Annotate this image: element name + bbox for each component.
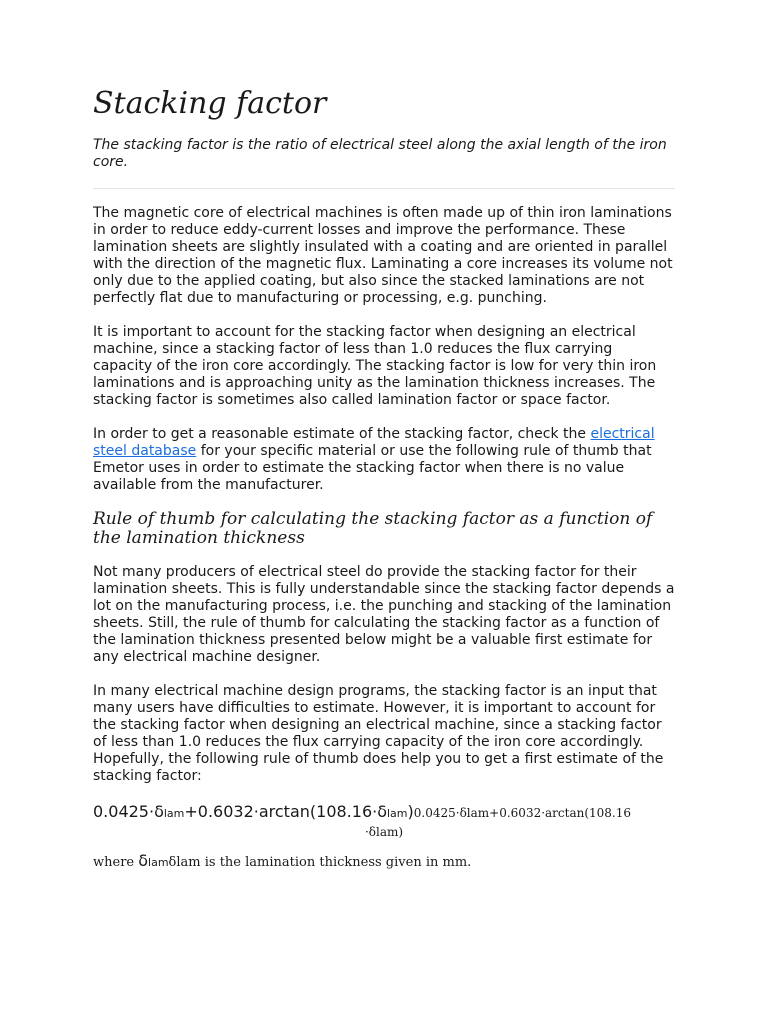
where-suffix: is the lamination thickness given in mm.: [200, 855, 472, 870]
paragraph-producers: Not many producers of electrical steel do provide the stacking factor for their lamination sheets. This is fully understandable since the stacking factor depends a lot on the manufacturing process, i.e. the punching and stacking of the lamination sheets. Still, the rule of thumb for calculating the stacking factor as a function of the lamination thickness presented below might be a valuable first estimate for any electrical machine designer.: [93, 564, 675, 665]
formula-line-1: [93, 802, 675, 823]
formula-subscript-2: lam: [387, 807, 408, 820]
where-prefix: where: [93, 855, 139, 870]
stacking-factor-formula: [93, 802, 675, 841]
formula-term-2: +0.6032·arctan(108.16·δ: [184, 802, 387, 821]
formula-explanation: [93, 852, 675, 872]
formula-subscript-1: lam: [163, 807, 185, 820]
electrical-steel-database-link[interactable]: electrical steel database: [93, 426, 655, 459]
paragraph-laminations: The magnetic core of electrical machines is often made up of thin iron laminations in order to reduce eddy-current losses and improve the performance. These lamination sheets are slightly insulated with a coating and are oriented in parallel with the direction of the magnetic flux. Laminating a core increases its volume not only due to the applied coating, but also since the stacked laminations are not perfectly flat due to manufacturing or processing, e.g. punching.: [93, 205, 673, 306]
section-heading-rule-of-thumb: Rule of thumb for calculating the stacking factor as a function of the lamination thickness: [93, 509, 653, 548]
delta-fallback: δlam: [168, 855, 201, 870]
delta-symbol: δ: [138, 851, 149, 870]
article-lead: The stacking factor is the ratio of electrical steel along the axial length of the iron core.: [93, 137, 667, 170]
formula-text-fallback-1: 0.0425·δlam+0.6032·arctan(108.16: [413, 806, 632, 820]
divider: [93, 188, 675, 189]
paragraph-importance: It is important to account for the stacking factor when designing an electrical machine, since a stacking factor of less than 1.0 reduces the flux carrying capacity of the iron core accordingly. The stacking factor is low for very thin iron laminations and is approaching unity as the lamination thickness increases. The stacking factor is sometimes also called lamination factor or space factor.: [93, 324, 657, 408]
paragraph-design-programs: In many electrical machine design programs, the stacking factor is an input that many users have difficulties to estimate. However, it is important to account for the stacking factor when designing an electrical machine, since a stacking factor of less than 1.0 reduces the flux carrying capacity of the iron core accordingly. Hopefully, the following rule of thumb does help you to get a first estimate of the stacking factor:: [93, 683, 664, 784]
formula-term-3: ): [407, 802, 414, 821]
formula-term-1: 0.0425·δ: [93, 802, 164, 821]
delta-subscript: lam: [148, 856, 169, 869]
article: [93, 84, 675, 872]
paragraph-estimate: [93, 426, 675, 494]
page-title: Stacking factor: [93, 86, 327, 121]
paragraph-estimate-text-start: In order to get a reasonable estimate of the stacking factor, check the: [93, 426, 591, 442]
paragraph-estimate-text-end: for your specific material or use the following rule of thumb that Emetor uses in order to estimate the stacking factor when there is no value available from the manufacturer.: [93, 443, 652, 493]
formula-text-fallback-2: ·δlam): [364, 825, 404, 839]
